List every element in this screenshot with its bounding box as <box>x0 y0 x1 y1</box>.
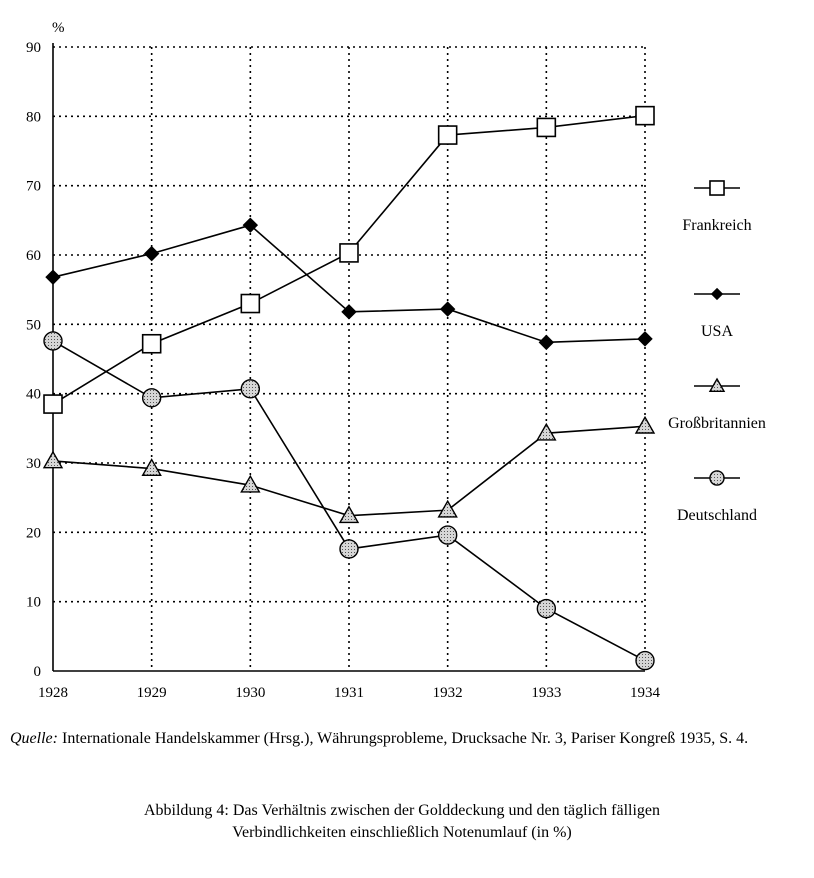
data-point-circle <box>241 380 259 398</box>
data-point-diamond <box>145 247 159 261</box>
legend-marker-triangle <box>710 379 724 391</box>
data-point-triangle <box>636 417 654 433</box>
data-point-square <box>439 126 457 144</box>
data-point-square <box>241 295 259 313</box>
axes <box>26 40 661 701</box>
legend-label: Frankreich <box>682 217 752 234</box>
data-point-circle <box>143 389 161 407</box>
x-tick-label: 1931 <box>334 685 364 701</box>
y-tick-label: 60 <box>26 248 41 264</box>
source-prefix: Quelle: <box>10 730 58 747</box>
data-point-circle <box>537 600 555 618</box>
legend-entry <box>677 471 757 524</box>
data-point-square <box>340 244 358 262</box>
legend <box>668 181 766 524</box>
source-text: Internationale Handelskammer (Hrsg.), Währungsprobleme, Drucksache Nr. 3, Pariser Kongreß 1935, S. 4. <box>57 730 749 747</box>
data-point-diamond <box>441 302 455 316</box>
data-point-diamond <box>539 335 553 349</box>
legend-label: Großbritannien <box>668 415 766 432</box>
y-tick-label: 50 <box>26 317 41 334</box>
series-großbritannien <box>44 417 654 522</box>
data-point-diamond <box>46 270 60 284</box>
x-tick-label: 1932 <box>432 685 463 701</box>
figure-caption <box>0 800 804 844</box>
series-frankreich <box>44 107 654 413</box>
y-tick-label: 30 <box>26 456 41 472</box>
x-tick-label: 1933 <box>531 685 562 701</box>
x-tick-label: 1928 <box>38 685 68 701</box>
data-point-triangle <box>439 501 457 517</box>
legend-entry <box>668 379 766 432</box>
legend-entry <box>682 181 751 234</box>
data-point-circle <box>439 526 457 544</box>
y-tick-label: 90 <box>26 40 41 56</box>
x-tick-label: 1930 <box>235 685 266 701</box>
data-point-circle <box>44 332 62 350</box>
y-tick-label: 20 <box>26 525 41 542</box>
grid-lines <box>53 47 645 671</box>
data-point-circle <box>636 652 654 670</box>
data-point-square <box>537 118 555 136</box>
data-point-diamond <box>638 332 652 346</box>
x-tick-label: 1934 <box>630 685 660 701</box>
data-point-square <box>636 107 654 125</box>
source-note <box>10 728 762 750</box>
series-line <box>53 426 645 515</box>
caption-line-2: Verbindlichkeiten einschließlich Notenumlauf (in %) <box>232 824 572 841</box>
data-point-square <box>143 335 161 353</box>
y-axis-unit-label: % <box>52 20 65 36</box>
legend-entry <box>694 289 740 340</box>
legend-label: USA <box>700 323 734 340</box>
data-point-square <box>44 395 62 413</box>
legend-marker-square <box>710 181 724 195</box>
x-tick-label: 1929 <box>136 685 167 701</box>
legend-marker-diamond <box>712 289 723 300</box>
data-point-triangle <box>44 452 62 468</box>
y-tick-label: 0 <box>33 664 41 680</box>
y-tick-label: 10 <box>26 594 41 611</box>
y-tick-label: 80 <box>26 109 41 126</box>
y-tick-label: 40 <box>26 386 41 403</box>
caption-line-1: Abbildung 4: Das Verhältnis zwischen der Golddeckung und den täglich fälligen <box>143 802 661 819</box>
legend-label: Deutschland <box>677 507 757 524</box>
data-point-circle <box>340 540 358 558</box>
legend-marker-circle <box>710 471 724 485</box>
y-tick-label: 70 <box>26 178 41 195</box>
